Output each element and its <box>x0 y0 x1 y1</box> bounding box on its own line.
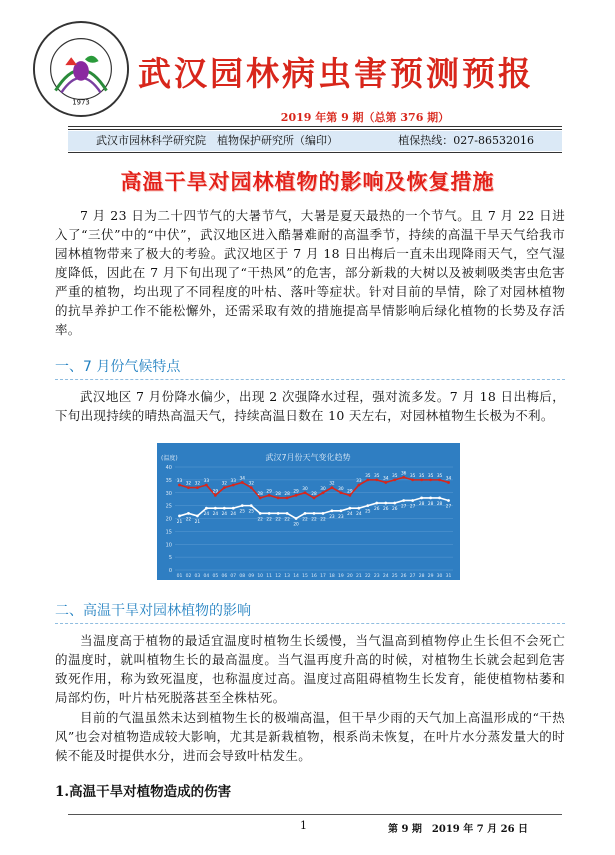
x-tick-label: 22 <box>364 574 371 579</box>
chart-title: 武汉7月份天气变化趋势 <box>265 453 351 462</box>
data-label: 25 <box>248 509 254 515</box>
data-label: 28 <box>427 501 434 507</box>
data-label: 35 <box>418 473 425 479</box>
hotline: 植保热线：027-86532016 <box>398 134 534 147</box>
data-point <box>438 497 441 500</box>
data-label: 24 <box>203 512 210 518</box>
y-tick-label: 15 <box>165 529 172 536</box>
y-tick-label: 20 <box>165 516 172 523</box>
data-point <box>322 512 325 515</box>
data-label: 32 <box>329 481 335 487</box>
article-title: 高温干旱对园林植物的影响及恢复措施 <box>120 170 495 194</box>
data-label: 20 <box>293 522 299 528</box>
data-point <box>232 484 235 487</box>
x-tick-label: 20 <box>347 574 353 579</box>
header-rule-mid <box>68 129 562 130</box>
data-label: 21 <box>194 519 201 525</box>
data-point <box>402 499 405 502</box>
x-tick-label: 15 <box>302 574 308 579</box>
data-point <box>295 517 298 520</box>
data-point <box>348 494 351 497</box>
y-tick-label: 40 <box>165 465 172 471</box>
data-point <box>331 509 334 512</box>
data-label: 28 <box>257 491 263 497</box>
x-tick-label: 16 <box>311 574 317 579</box>
data-point <box>447 499 450 502</box>
data-point <box>420 497 423 500</box>
data-point <box>259 512 262 515</box>
data-label: 24 <box>221 512 228 518</box>
data-point <box>357 507 360 510</box>
x-tick-label: 25 <box>391 574 398 579</box>
data-point <box>178 484 181 487</box>
data-label: 22 <box>311 517 317 523</box>
x-tick-label: 21 <box>355 574 362 579</box>
data-label: 27 <box>400 504 407 510</box>
data-label: 22 <box>275 517 281 523</box>
x-tick-label: 17 <box>320 574 326 579</box>
data-point <box>420 478 423 481</box>
data-label: 27 <box>445 504 452 510</box>
data-point <box>187 512 190 515</box>
data-point <box>268 512 271 515</box>
data-label: 21 <box>176 519 183 525</box>
data-point <box>393 478 396 481</box>
data-label: 30 <box>320 486 326 492</box>
data-label: 24 <box>212 512 219 518</box>
data-point <box>241 481 244 484</box>
data-point <box>232 507 235 510</box>
data-point <box>366 504 369 507</box>
data-label: 22 <box>185 517 192 523</box>
x-tick-label: 03 <box>194 574 201 579</box>
data-point <box>223 486 226 489</box>
data-point <box>205 484 208 487</box>
issue-number: 2019 年第 9 期（总第 376 期） <box>280 111 450 124</box>
footer-rule <box>68 814 562 815</box>
data-label: 32 <box>248 481 254 487</box>
data-point <box>277 497 280 500</box>
data-label: 33 <box>230 479 237 485</box>
data-point <box>384 481 387 484</box>
data-point <box>384 502 387 505</box>
x-tick-label: 06 <box>221 574 228 579</box>
data-label: 22 <box>302 517 308 523</box>
data-point <box>375 478 378 481</box>
data-label: 28 <box>311 491 317 497</box>
x-tick-label: 24 <box>382 574 389 579</box>
impact-paragraph-1: 当温度高于植物的最适宜温度时植物生长缓慢，当气温高到植物停止生长但不会死亡的温度时，就叫植物生长的最高温度。当气温再度升高的时候，对植物生长就会起到危害致死作用，称为致死温度，也称温度过高。温度过高阻碍植物生长发育，能使植物枯萎和局部灼伤，叶片枯死脱落甚至全株枯死。 <box>55 633 565 705</box>
data-label: 34 <box>445 476 452 482</box>
data-point <box>411 499 414 502</box>
data-point <box>348 507 351 510</box>
x-tick-label: 07 <box>230 574 237 579</box>
x-tick-label: 05 <box>212 574 219 579</box>
y-tick-label: 5 <box>168 555 172 562</box>
data-label: 32 <box>194 481 201 487</box>
data-label: 32 <box>185 481 192 487</box>
data-point <box>340 509 343 512</box>
data-label: 28 <box>418 501 425 507</box>
data-point <box>250 504 253 507</box>
data-label: 22 <box>257 517 263 523</box>
data-point <box>214 494 217 497</box>
data-point <box>268 494 271 497</box>
y-tick-label: 35 <box>165 477 172 484</box>
data-label: 35 <box>436 473 443 479</box>
data-point <box>277 512 280 515</box>
data-label: 26 <box>391 507 398 513</box>
logo-year-text: 1973 <box>72 98 90 107</box>
data-point <box>438 478 441 481</box>
data-label: 35 <box>391 473 398 479</box>
data-label: 24 <box>347 512 353 518</box>
data-label: 28 <box>284 491 290 497</box>
y-tick-label: 30 <box>165 490 172 497</box>
data-label: 33 <box>356 479 362 485</box>
section-heading-impact: 二、高温干旱对园林植物的影响 <box>55 600 565 624</box>
data-point <box>429 478 432 481</box>
data-label: 26 <box>374 507 380 513</box>
data-label: 35 <box>409 473 416 479</box>
data-point <box>196 515 199 518</box>
x-tick-label: 27 <box>409 574 416 579</box>
intro-paragraph: 7 月 23 日为二十四节气的大暑节气，大暑是夏天最热的一个节气。且 7 月 22 日进入了“三伏”中的“中伏”，武汉地区进入酷暑难耐的高温季节，持续的高温干旱天气给我市园林植物带来了极大的考验。武汉地区于 7 月 18 日出梅后一直未出现降雨天气，空气湿度降低，因此在 7 月下旬出现了“干热风”的危害，部分新栽的大树以及被刺吸类害虫危害严重的植物，均出现了不同程度的叶枯、落叶等症状。针对目前的旱情，除了对园林植物的抗旱养护工作不能松懈外，还需采取有效的措施提高旱情影响后绿化植物的长势及存活率。 <box>55 208 565 337</box>
data-point <box>357 484 360 487</box>
data-label: 30 <box>302 486 308 492</box>
x-tick-label: 08 <box>239 574 246 579</box>
data-point <box>286 512 289 515</box>
data-point <box>331 486 334 489</box>
data-point <box>447 481 450 484</box>
subheading-damage: 1.高温干旱对植物造成的伤害 <box>55 784 232 800</box>
data-label: 26 <box>383 507 389 513</box>
impact-paragraph-2: 目前的气温虽然未达到植物生长的极端高温，但干旱少雨的天气加上高温形成的“干热风”也会对植物造成较大影响，尤其是新栽植物，根系尚未恢复，在叶片水分蒸发量大的时候不能及时提供水分，进而会导致叶枯发生。 <box>55 710 565 763</box>
data-label: 34 <box>383 476 389 482</box>
data-point <box>286 497 289 500</box>
data-point <box>295 494 298 497</box>
x-tick-label: 12 <box>275 574 281 579</box>
data-label: 34 <box>239 476 245 482</box>
x-tick-label: 31 <box>445 574 452 579</box>
x-tick-label: 28 <box>418 574 425 579</box>
data-point <box>205 507 208 510</box>
data-point <box>366 478 369 481</box>
x-tick-label: 23 <box>373 574 380 579</box>
data-point <box>411 478 414 481</box>
data-label: 32 <box>221 481 228 487</box>
data-label: 24 <box>356 512 362 518</box>
x-tick-label: 14 <box>293 574 299 579</box>
data-label: 28 <box>436 501 443 507</box>
data-point <box>196 486 199 489</box>
x-tick-label: 09 <box>248 574 255 579</box>
data-label: 29 <box>266 489 272 495</box>
data-point <box>375 502 378 505</box>
data-point <box>393 502 396 505</box>
data-point <box>178 515 181 518</box>
data-point <box>187 486 190 489</box>
data-point <box>304 512 307 515</box>
data-point <box>223 507 226 510</box>
data-label: 29 <box>212 489 219 495</box>
data-point <box>250 486 253 489</box>
data-point <box>214 507 217 510</box>
institute-logo <box>32 20 130 118</box>
y-tick-label: 0 <box>168 568 172 574</box>
section-heading-climate: 一、7 月份气候特点 <box>55 356 565 380</box>
masthead-title: 武汉园林病虫害预测预报 <box>138 54 534 93</box>
data-point <box>429 497 432 500</box>
data-point <box>340 491 343 494</box>
x-tick-label: 18 <box>329 574 335 579</box>
data-label: 28 <box>275 491 281 497</box>
x-tick-label: 29 <box>427 574 434 579</box>
data-label: 33 <box>176 479 183 485</box>
x-tick-label: 10 <box>257 574 264 579</box>
data-label: 35 <box>365 473 371 479</box>
info-bar <box>68 131 562 151</box>
data-point <box>313 497 316 500</box>
x-tick-label: 19 <box>338 574 344 579</box>
data-point <box>402 476 405 479</box>
data-label: 33 <box>203 479 210 485</box>
data-label: 24 <box>230 512 237 518</box>
x-tick-label: 13 <box>284 574 290 579</box>
header-rule-top <box>68 126 562 127</box>
data-label: 29 <box>293 489 299 495</box>
data-point <box>313 512 316 515</box>
y-tick-label: 25 <box>165 503 172 510</box>
data-point <box>322 491 325 494</box>
x-tick-label: 26 <box>400 574 407 579</box>
temperature-chart <box>157 443 460 580</box>
data-label: 23 <box>338 514 344 520</box>
x-tick-label: 30 <box>436 574 443 579</box>
data-point <box>304 491 307 494</box>
footer-issue-date: 第 9 期 2019 年 7 月 26 日 <box>388 824 529 835</box>
data-point <box>259 497 262 500</box>
data-point <box>241 504 244 507</box>
y-tick-label: 10 <box>165 542 172 549</box>
climate-paragraph: 武汉地区 7 月份降水偏少，出现 2 次强降水过程，强对流多发。7 月 18 日出梅后，下旬出现持续的晴热高温天气，持续高温日数在 10 天左右，对园林植物生长极为不利。 <box>55 389 565 423</box>
x-tick-label: 01 <box>176 574 183 579</box>
x-tick-label: 11 <box>266 574 273 579</box>
data-label: 29 <box>347 489 353 495</box>
data-label: 25 <box>239 509 245 515</box>
data-label: 30 <box>338 486 344 492</box>
data-label: 27 <box>409 504 416 510</box>
chart-ylabel: (温度) <box>161 455 178 462</box>
data-label: 22 <box>320 517 326 523</box>
data-label: 23 <box>329 514 335 520</box>
data-label: 35 <box>374 473 380 479</box>
x-tick-label: 04 <box>203 574 210 579</box>
header-rule-bottom <box>68 152 562 153</box>
data-label: 25 <box>365 509 371 515</box>
data-label: 22 <box>284 517 290 523</box>
data-label: 36 <box>400 471 407 477</box>
publisher-org: 武汉市园林科学研究院 植物保护研究所（编印） <box>96 134 338 147</box>
data-label: 35 <box>427 473 434 479</box>
page-number: 1 <box>300 819 307 832</box>
x-tick-label: 02 <box>185 574 192 579</box>
data-label: 22 <box>266 517 272 523</box>
